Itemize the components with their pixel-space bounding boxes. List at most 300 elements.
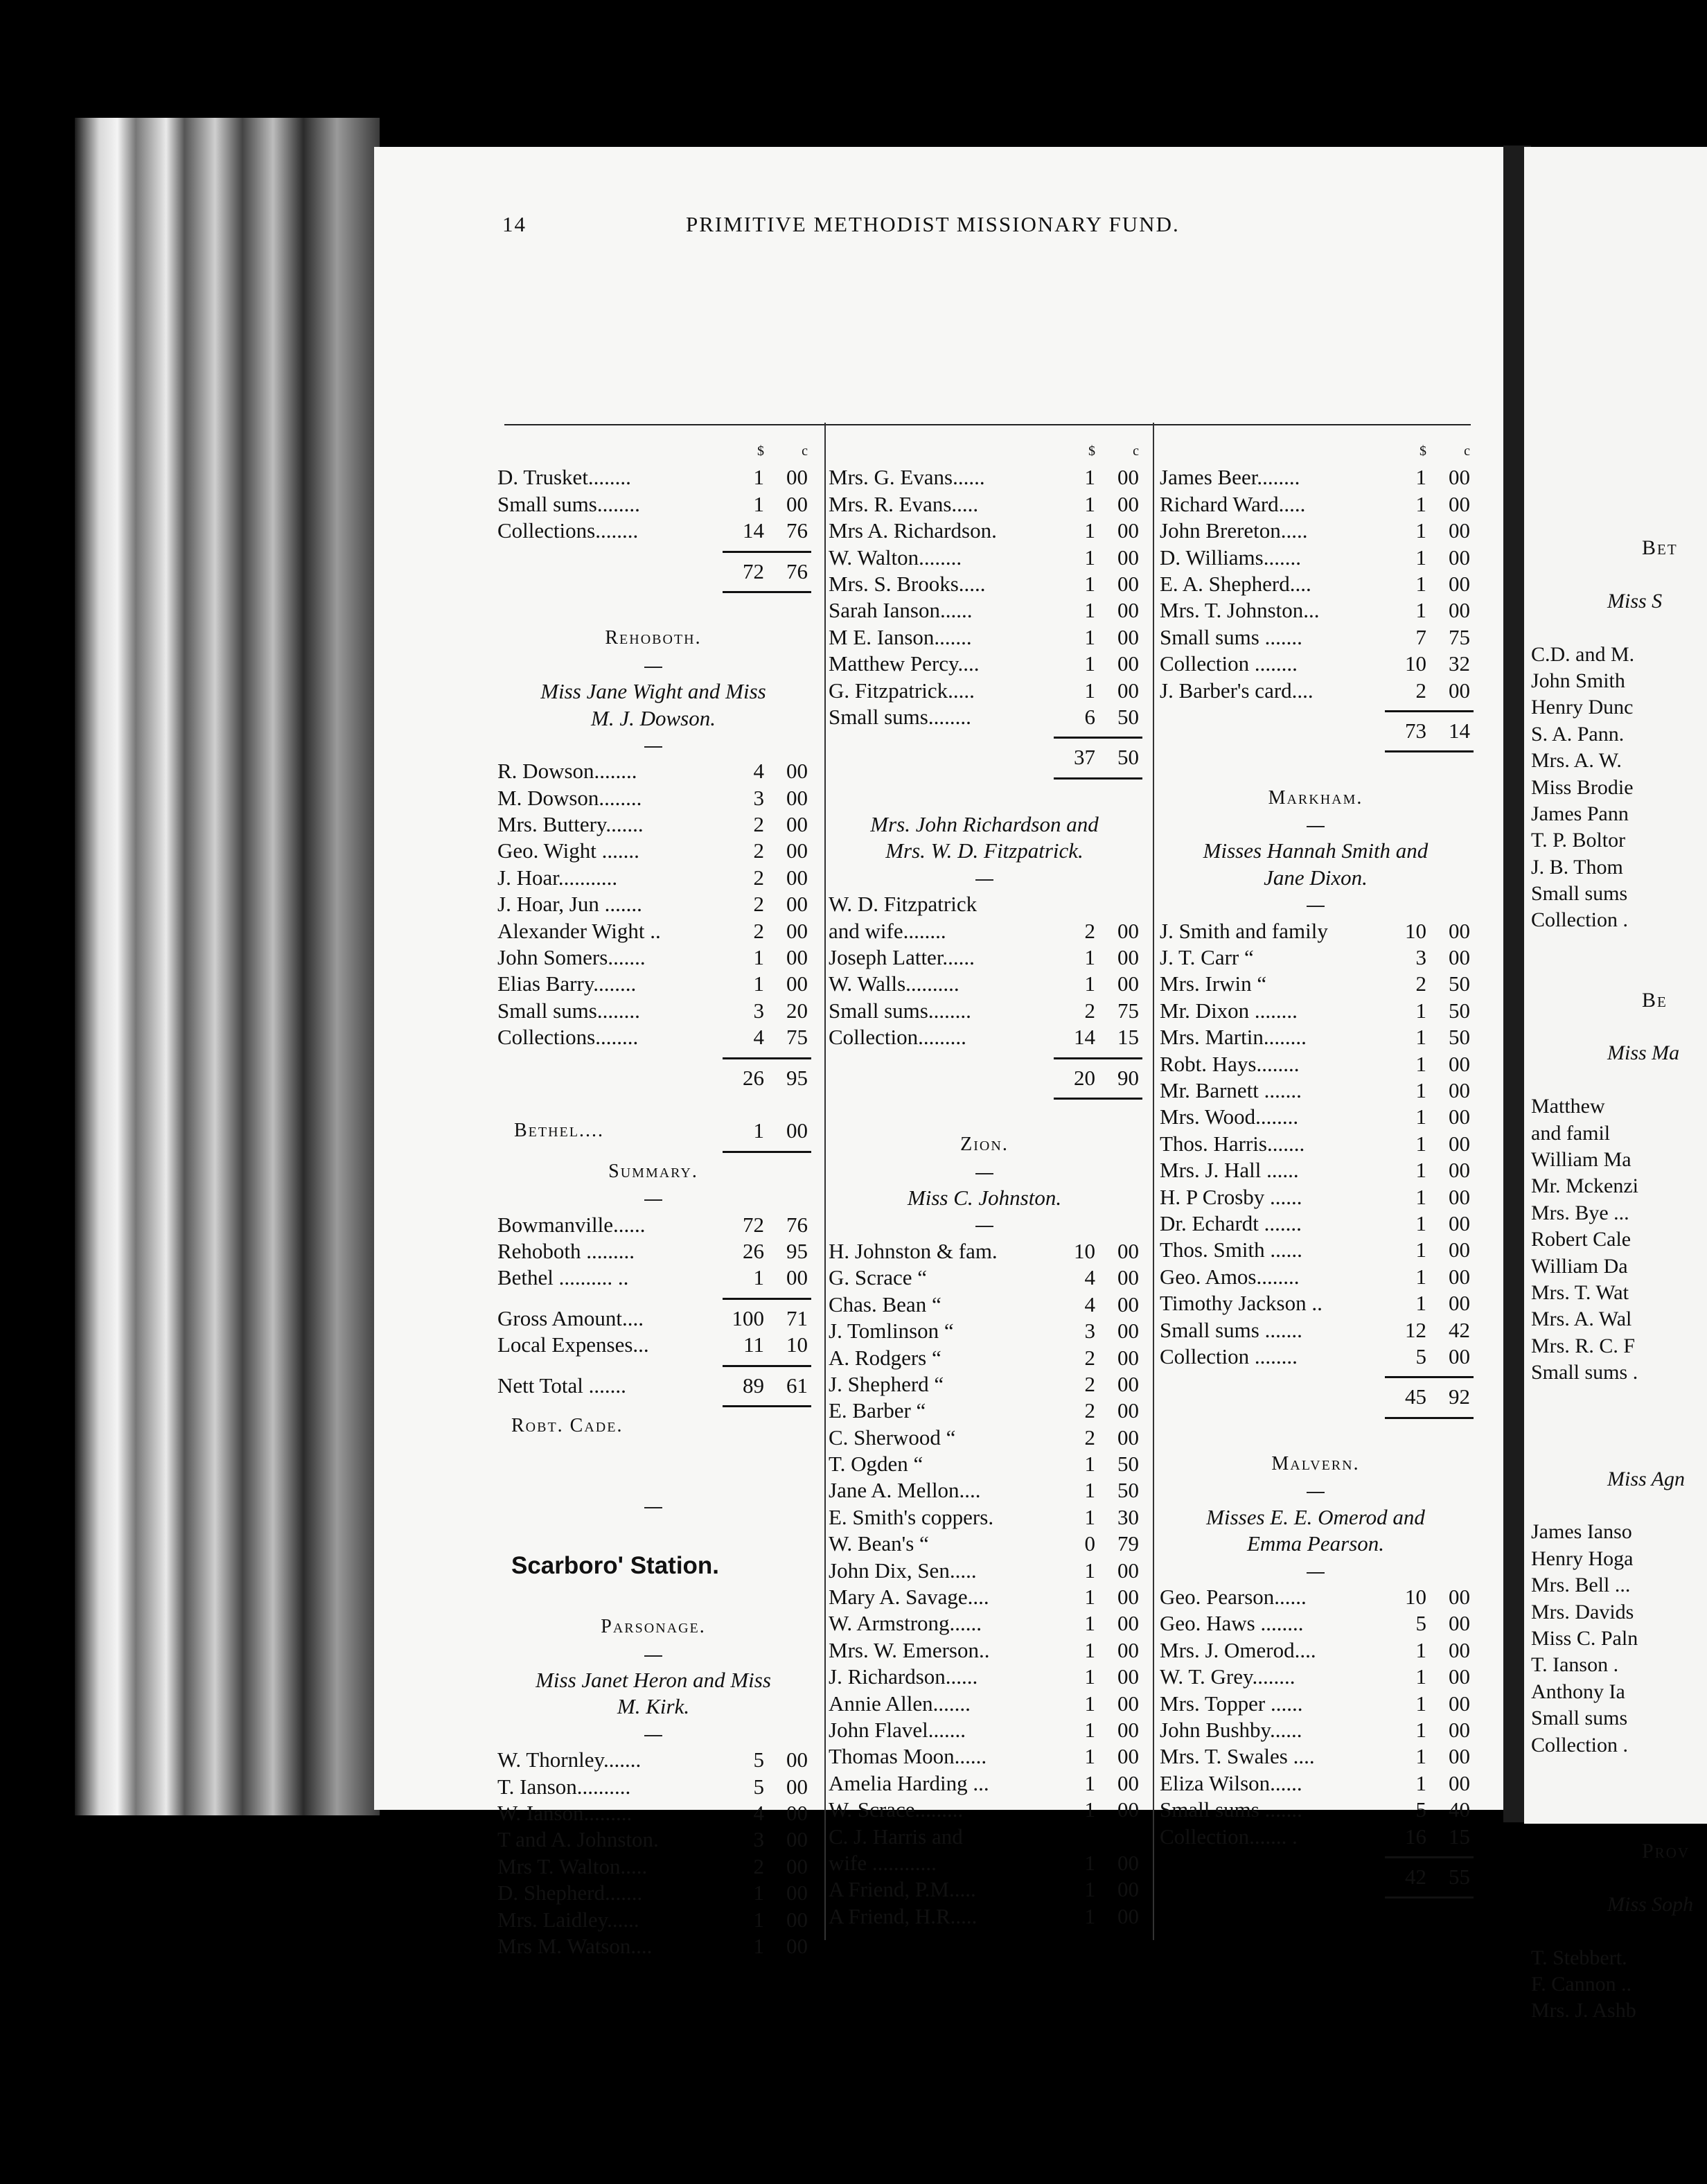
ledger-row [1160,1024,1471,1050]
right-page-row [1531,1386,1693,1413]
ledger-row [1160,1264,1471,1290]
cent-amount: 00 [786,1827,808,1852]
ledger-row [1160,944,1471,971]
ledger-row [1160,1584,1471,1610]
cent-amount: 00 [786,1747,808,1772]
ledger-row [1160,651,1471,677]
collectors-line: Miss Soph [1607,1892,1694,1916]
dollar-amount: 2 [753,892,764,917]
donor-name: W. Thornley....... [497,1747,642,1772]
dollar-amount: 26 [743,1238,764,1263]
dollar-amount: 1 [1084,651,1095,676]
donor-name: Joseph Latter...... [829,945,975,970]
cent-amount: 00 [1449,1744,1470,1769]
ledger-row [497,1399,809,1413]
ledger-row [1160,1691,1471,1717]
separator-dash [829,865,1140,891]
cent-amount: 00 [1117,1345,1139,1370]
donor-name: Mr. Barnett ....... [1160,1077,1302,1102]
right-page-row [1531,1040,1693,1066]
collectors-line: Miss Jane Wight and Miss [540,679,766,704]
cent-amount: 00 [1117,971,1139,996]
ledger-row [1160,758,1471,784]
donor-name: Small sums........ [497,491,640,516]
donor-name: W. Ianson......... [497,1800,633,1825]
ledger-row [1160,464,1471,491]
donor-name: C. J. Harris and [829,1824,963,1849]
ledger-row [829,704,1140,730]
donor-name: John Smith [1531,669,1625,692]
donor-name: Mrs. T. Swales .... [1160,1744,1315,1769]
dollar-amount: 1 [753,971,764,996]
dollar-amount: 10 [1405,918,1426,943]
right-page [1524,147,1707,2023]
dollar-amount: 5 [1415,1797,1426,1822]
cent-amount: 95 [786,1065,808,1090]
donor-name: John Flavel....... [829,1717,966,1742]
donor-name: Mrs. Topper ...... [1160,1691,1303,1716]
ledger-row [1160,1664,1471,1690]
total-rule [1385,1417,1474,1419]
ledger-row [1160,1184,1471,1210]
right-page-row [1531,1359,1693,1386]
donor-name: A Friend, P.M..... [829,1877,976,1902]
total-rule [1385,1856,1474,1858]
cent-heading: c [1133,443,1139,459]
dollar-amount: 5 [1415,1344,1426,1368]
ledger-row [829,1637,1140,1664]
section-heading: Zion. [960,1134,1009,1156]
dollar-amount: 3 [753,998,764,1023]
donor-name: Miss Brodie [1531,775,1634,799]
ledger-row [497,1747,809,1773]
dollar-amount: 1 [1084,598,1095,623]
dollar-amount: 1 [1084,1717,1095,1742]
dollar-amount: 2 [1415,971,1426,996]
cent-amount: 00 [1117,1903,1139,1928]
section-heading: Rehoboth. [605,627,702,649]
right-page-row [1531,1918,1693,1944]
ledger-row [829,1345,1140,1371]
ledger-row [829,1212,1140,1238]
right-page-row [1531,668,1693,694]
ledger-row [829,1105,1140,1131]
dollar-amount: 10 [1405,1585,1426,1610]
cent-amount: 00 [1117,571,1139,596]
ledger-row [497,1720,809,1747]
dollar-amount: 14 [743,518,764,543]
cent-amount: 00 [1117,678,1139,703]
dollar-amount: 2 [1084,1425,1095,1450]
dollar-amount: 1 [1084,624,1095,649]
donor-name: Eliza Wilson...... [1160,1770,1302,1795]
ledger-row [1160,1370,1471,1384]
ledger-row [497,1159,809,1185]
donor-name: T and A. Johnston. [497,1827,659,1852]
right-page-row [1531,748,1693,774]
donor-name: Mr. Mckenzi [1531,1174,1638,1198]
donor-name: John Brereton..... [1160,518,1308,543]
dollar-amount: 1 [1415,1770,1426,1795]
cent-amount: 00 [786,1933,808,1958]
ledger-row [1160,518,1471,544]
right-page-row [1531,535,1693,561]
cent-amount: 00 [1449,491,1470,516]
right-page-row [1531,775,1693,801]
ledger-row [829,1425,1140,1451]
cent-amount: 00 [786,1881,808,1905]
ledger-row [829,1876,1140,1903]
cent-amount: 10 [786,1332,808,1357]
cent-amount: 00 [1449,1077,1470,1102]
donor-name: Local Expenses... [497,1332,649,1357]
ledger-row [1160,1717,1471,1743]
ledger-row [497,652,809,678]
dollar-amount: 1 [1415,491,1426,516]
donor-name: Mrs. G. Evans...... [829,465,985,490]
ledger-row [1160,1610,1471,1637]
donor-name: T. Stebbert. [1531,1946,1627,1969]
dollar-amount: 1 [1084,678,1095,703]
donor-name: Thos. Harris....... [1160,1131,1305,1156]
donor-name: Mrs. J. Ashb [1531,1999,1636,2023]
right-page-row [1531,1626,1693,1652]
dollar-amount: 1 [753,1881,764,1905]
cent-amount: 00 [786,865,808,890]
cent-amount: 50 [1117,745,1139,770]
cent-amount: 00 [1449,1691,1470,1716]
cent-amount: 00 [1449,1585,1470,1610]
ledger-row [497,1265,809,1291]
dollar-amount: 2 [753,838,764,863]
separator-dash-mark [975,879,993,881]
right-page-row [1531,1838,1693,1865]
cent-amount: 00 [1449,1770,1470,1795]
cent-amount: 00 [1117,1558,1139,1583]
donor-name: Collections........ [497,518,639,543]
collectors-line: M. Kirk. [617,1694,690,1719]
cent-amount: 00 [786,465,808,490]
column-divider [1153,423,1154,1940]
ledger-row [829,1504,1140,1531]
donor-name: Gross Amount.... [497,1305,644,1330]
dollar-amount: 1 [753,1118,764,1143]
dollar-amount: 1 [1415,1210,1426,1235]
dollar-amount: 1 [1084,571,1095,596]
ledger-row [829,1850,1140,1876]
dollar-amount: 1 [1084,1585,1095,1610]
ledger-row [1160,1451,1471,1477]
dollar-amount: 12 [1405,1317,1426,1342]
ledger-row [497,1492,809,1519]
section-heading: Malvern. [1271,1453,1360,1475]
ledger-row [1160,1504,1471,1531]
dollar-amount: 45 [1405,1384,1426,1409]
donor-name: H. P Crosby ...... [1160,1184,1302,1209]
donor-name: Mrs. J. Omerod.... [1160,1637,1316,1662]
ledger-row [829,1610,1140,1637]
right-page-row [1531,1785,1693,1811]
ledger-row [1160,438,1471,464]
cent-amount: 00 [1449,1210,1470,1235]
ledger-row [497,865,809,891]
dollar-amount: 2 [1084,1345,1095,1370]
dollar-amount: 4 [753,1025,764,1050]
donor-name: G. Scrace “ [829,1265,927,1290]
ledger-row [829,1024,1140,1050]
separator-dash-mark [644,1735,662,1736]
dollar-amount: 4 [1084,1265,1095,1290]
ledger-row [829,1770,1140,1797]
donor-name: W. Walton........ [829,545,962,570]
ledger-row [1160,1531,1471,1557]
right-page-row [1531,1120,1693,1147]
dollar-amount: 1 [753,491,764,516]
right-page-row [1531,721,1693,748]
dollar-amount: 1 [1084,518,1095,543]
donor-name: Collection ........ [1160,1344,1298,1368]
ledger-row [829,1664,1140,1690]
ledger-row [1160,1743,1471,1770]
cent-amount: 00 [1449,598,1470,623]
cent-heading: c [802,443,808,459]
cent-amount: 00 [1117,1585,1139,1610]
ledger-row [497,1359,809,1373]
cent-amount: 00 [1449,518,1470,543]
donor-name: Small sums [1531,882,1628,906]
ledger-row [497,1212,809,1238]
dollar-amount: 4 [753,1800,764,1825]
cent-amount: 00 [1117,1850,1139,1875]
right-page-row [1531,1599,1693,1626]
separator-dash [497,732,809,758]
separator-dash [829,1159,1140,1185]
dollar-amount: 2 [1084,1371,1095,1396]
separator-dash-mark [1307,1572,1325,1574]
separator-dash [829,1212,1140,1238]
cent-heading: c [1464,443,1470,459]
ledger-row [829,1371,1140,1398]
cent-amount: 00 [1449,1264,1470,1289]
ledger-row [829,651,1140,677]
dollar-amount: 1 [1415,1691,1426,1716]
cent-amount: 00 [1449,1291,1470,1316]
donor-name: J. B. Thom [1531,855,1623,879]
dollar-amount: 1 [1415,1131,1426,1156]
ledger-row [497,1145,809,1159]
cent-amount: 00 [1449,1344,1470,1368]
ledger-row [1160,1425,1471,1451]
ledger-row [829,1717,1140,1743]
donor-name: E. Barber “ [829,1398,926,1423]
ledger-row [497,491,809,518]
ledger-row [497,464,809,491]
donor-name: Henry Hoga [1531,1547,1634,1570]
donor-name: C.D. and M. [1531,642,1635,666]
dollar-amount: 16 [1405,1824,1426,1849]
ledger-row [829,1531,1140,1557]
separator-dash-mark [1307,826,1325,827]
dollar-amount: 1 [1415,1664,1426,1689]
donor-name: C. Sherwood “ [829,1425,956,1450]
column-1 [497,438,809,1960]
dollar-amount: 1 [1084,1558,1095,1583]
donor-name: Mrs. A. Wal [1531,1307,1632,1331]
donor-name: James Beer........ [1160,465,1300,490]
ledger-row [497,1880,809,1906]
ledger-row [1160,891,1471,917]
section-heading: Robt. Cade. [511,1414,623,1436]
dollar-amount: 2 [1084,998,1095,1023]
separator-dash [497,652,809,678]
separator-dash [497,1492,809,1519]
cent-amount: 50 [1117,1452,1139,1477]
collectors-line: Miss S [1607,589,1663,613]
ledger-row [497,1800,809,1826]
collectors-line: Misses E. E. Omerod and [1206,1504,1425,1529]
ledger-row [1160,1157,1471,1183]
donor-name: William Ma [1531,1147,1631,1171]
ledger-row [829,744,1140,770]
dollar-amount: 2 [1084,1398,1095,1423]
cent-amount: 50 [1117,1478,1139,1503]
cent-amount: 00 [1117,1265,1139,1290]
right-page-row [1531,1652,1693,1678]
dollar-amount: 1 [753,945,764,970]
section-heading: Markham. [1268,786,1363,809]
ledger-row [1160,918,1471,944]
ledger-row [829,891,1140,917]
dollar-amount: 1 [1415,1238,1426,1262]
ledger-row [497,438,809,464]
ledger-row [1160,971,1471,997]
cent-amount: 00 [1117,465,1139,490]
donor-name: A Friend, H.R..... [829,1903,978,1928]
ledger-row [497,1667,809,1693]
dollar-amount: 1 [1084,1850,1095,1875]
dollar-amount: 3 [1415,945,1426,970]
top-rule [504,424,1471,425]
right-page-row [1531,1679,1693,1705]
cent-amount: 00 [1449,465,1470,490]
donor-name: William Da [1531,1254,1628,1278]
cent-amount: 76 [786,518,808,543]
donor-name: Sarah Ianson...... [829,598,973,623]
donor-name: Collection . [1531,1733,1628,1756]
dollar-amount: 1 [1084,1504,1095,1529]
ledger-row [829,1051,1140,1065]
separator-dash-mark [975,1173,993,1174]
dollar-amount: 1 [1415,1104,1426,1129]
ledger-row [1160,811,1471,838]
ledger-row [829,1558,1140,1584]
right-page-row [1531,1067,1693,1093]
ledger-row [497,1305,809,1332]
ledger-row [829,1903,1140,1930]
dollar-amount: 11 [743,1332,764,1357]
donor-name: Mrs. Wood........ [1160,1104,1299,1129]
ledger-row [497,1933,809,1960]
ledger-row [829,1318,1140,1344]
dollar-amount: 1 [1415,571,1426,596]
ledger-row [829,1797,1140,1823]
separator-dash-mark [644,1199,662,1201]
donor-name: M. Dowson........ [497,785,642,810]
dollar-amount: 1 [1415,1717,1426,1742]
ledger-row [1160,491,1471,518]
dollar-amount: 1 [1084,1797,1095,1822]
ledger-row [497,1238,809,1265]
donor-name: Mrs. R. C. F [1531,1334,1636,1357]
ledger-row [497,811,809,838]
cent-amount: 00 [786,892,808,917]
dollar-amount: 1 [1415,1184,1426,1209]
ledger-row [829,1185,1140,1211]
donor-name: Mrs. Bell ... [1531,1574,1631,1597]
donor-name: John Bushby...... [1160,1717,1302,1742]
cent-amount: 50 [1449,1025,1470,1050]
dollar-heading: $ [757,443,764,459]
ledger-row [829,730,1140,744]
dollar-amount: 5 [1415,1611,1426,1636]
right-page-row [1531,1280,1693,1306]
dollar-amount: 1 [1415,1264,1426,1289]
cent-amount: 15 [1117,1025,1139,1050]
dollar-amount: 1 [1084,1744,1095,1769]
donor-name: Jane A. Mellon.... [829,1478,981,1503]
cent-amount: 00 [1117,651,1139,676]
donor-name: James Ianso [1531,1520,1632,1544]
cent-amount: 00 [1117,1877,1139,1902]
ledger-row [829,771,1140,785]
dollar-amount: 1 [1415,598,1426,623]
ledger-row [497,1641,809,1667]
ledger-row [1160,744,1471,758]
ledger-row [1160,704,1471,718]
section-heading: Parsonage. [601,1616,706,1638]
ledger-row [1160,1770,1471,1797]
cent-amount: 61 [786,1373,808,1398]
donor-name: J. Shepherd “ [829,1371,944,1396]
cent-amount: 00 [786,838,808,863]
dollar-amount: 10 [1074,1238,1095,1263]
right-page-row [1531,1519,1693,1545]
dollar-amount: 26 [743,1065,764,1090]
total-rule [1054,737,1142,739]
ledger-row [829,1398,1140,1424]
separator-dash [1160,811,1471,838]
right-page-row [1531,615,1693,641]
total-rule [723,1057,811,1059]
ledger-row [497,625,809,651]
ledger-row [1160,865,1471,891]
ledger-row [829,865,1140,891]
ledger-row [497,1826,809,1853]
column-divider [824,423,826,1940]
ledger-row [1160,1131,1471,1157]
total-rule [1385,1896,1474,1899]
donor-name: T. Ianson.......... [497,1774,631,1799]
right-page-row [1531,588,1693,615]
donor-name: E. A. Shepherd.... [1160,571,1311,596]
collectors-line: Jane Dixon. [1264,865,1368,890]
total-rule [723,1405,811,1407]
donor-name: Mrs A. Richardson. [829,518,997,543]
cent-amount: 00 [1117,1770,1139,1795]
cent-amount: 00 [786,1774,808,1799]
donor-name: Thomas Moon...... [829,1744,987,1769]
cent-amount: 00 [1449,678,1470,703]
